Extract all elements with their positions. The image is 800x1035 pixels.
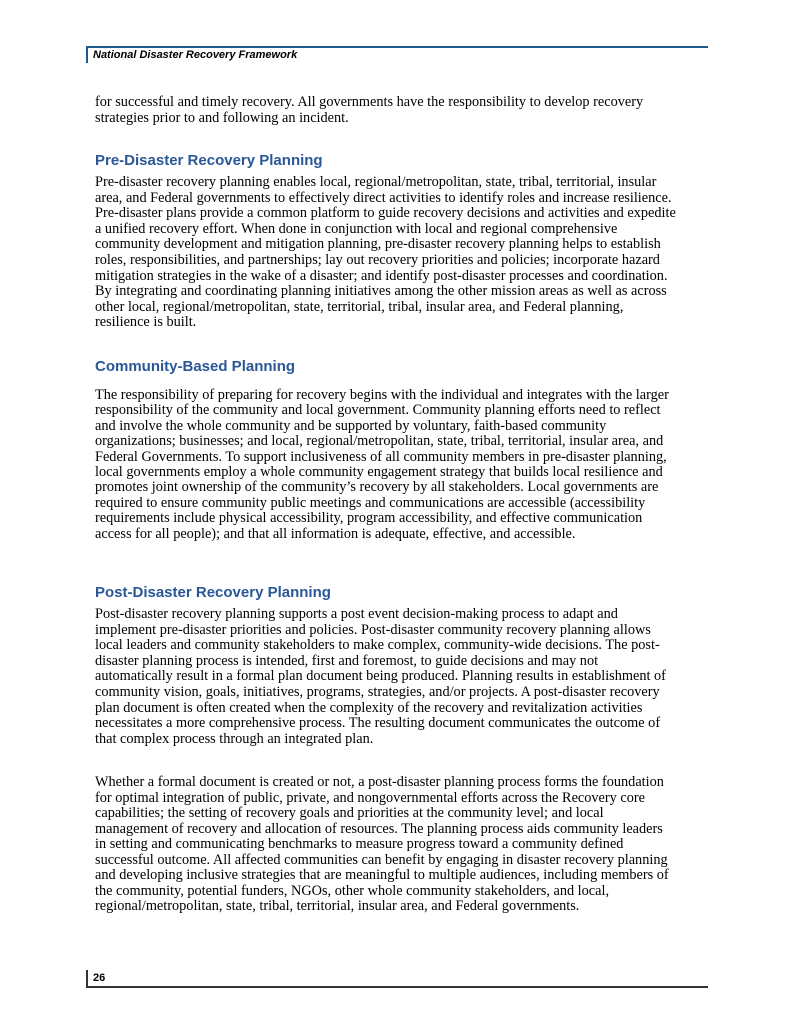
paragraph-pre-disaster	[95, 175, 715, 331]
header-rule	[86, 46, 708, 48]
paragraph-community-based	[95, 388, 715, 542]
text-line: promotes joint ownership of the community’s recovery by all stakeholders. Local governments are	[95, 479, 659, 496]
text-line: that complex process through an integrated plan.	[95, 730, 374, 747]
text-line: The responsibility of preparing for recovery begins with the individual and integrates with the larger	[95, 387, 669, 403]
text-line: roles, responsibilities, and partnerships; lay out recovery priorities and policies; incorporate hazard	[95, 251, 660, 268]
text-line: for optimal integration of public, private, and nongovernmental efforts across the Recovery core	[95, 789, 645, 806]
text-line: Whether a formal document is created or not, a post-disaster planning process forms the foundation	[95, 774, 664, 790]
text-line: successful outcome. All affected communities can benefit by engaging in disaster recovery planning	[95, 851, 668, 868]
text-line: and involve the whole community and be supported by voluntary, faith-based community	[95, 417, 607, 434]
text-line: other local, regional/metropolitan, state, territorial, tribal, insular area, and Federal planning,	[95, 298, 624, 315]
text-line: required to ensure community public meetings and communications are accessible (accessibility	[95, 494, 646, 511]
text-line: local governments employ a whole community engagement strategy that builds local resilience and	[95, 464, 663, 481]
text-line: mitigation strategies in the wake of a disaster; and identify post-disaster processes and coordination.	[95, 267, 668, 284]
intro-paragraph	[95, 95, 715, 126]
text-line: necessitates a more comprehensive process. The resulting document communicates the outcome of	[95, 715, 661, 732]
footer-bar	[86, 970, 88, 988]
text-line: management of recovery and allocation of resources. The planning process aids community leaders	[95, 820, 663, 837]
heading-community-based: Community-Based Planning	[95, 358, 296, 375]
text-line: regional/metropolitan, state, tribal, territorial, insular area, and Federal governments.	[95, 898, 580, 914]
text-line: strategies prior to and following an incident.	[95, 109, 349, 126]
text-line: access for all people); and that all information is adequate, effective, and accessible.	[95, 525, 576, 542]
text-line: disaster planning process is intended, first and foremost, to guide decisions and may not	[95, 652, 599, 669]
text-line: in setting and communicating benchmarks to measure progress toward a community defined	[95, 836, 624, 852]
text-line: automatically result in a formal plan document being produced. Planning results in establishment of	[95, 668, 666, 685]
text-line: area, and Federal governments to effectively direct activities to identify roles and increase resilience.	[95, 189, 672, 206]
text-line: community development and mitigation planning, pre-disaster recovery planning helps to establish	[95, 236, 661, 253]
text-line: and developing inclusive strategies that are meaningful to multiple audiences, including members of	[95, 867, 669, 883]
heading-post-disaster: Post-Disaster Recovery Planning	[95, 584, 331, 601]
heading-pre-disaster: Pre-Disaster Recovery Planning	[95, 152, 323, 169]
text-line: implement pre-disaster priorities and policies. Post-disaster community recovery planning allows	[95, 621, 651, 638]
text-line: By integrating and coordinating planning initiatives among the other mission areas as well as across	[95, 283, 667, 300]
text-line: local leaders and community stakeholders to make complex, community-wide decisions. The post-	[95, 637, 660, 654]
text-line: organizations; businesses; and local, regional/metropolitan, state, tribal, territorial, insular area, and	[95, 433, 664, 450]
footer-rule	[86, 986, 708, 988]
text-line: community vision, goals, initiatives, programs, strategies, and/or projects. A post-disaster recovery	[95, 683, 660, 700]
text-line: Post-disaster recovery planning supports a post event decision-making process to adapt and	[95, 606, 618, 622]
text-line: requirements include physical accessibility, program accessibility, and effective communication	[95, 510, 643, 527]
text-line: the community, potential funders, NGOs, other whole community stakeholders, and local,	[95, 882, 610, 899]
paragraph-post-disaster	[95, 607, 715, 747]
page-number: 26	[93, 972, 106, 984]
text-line: resilience is built.	[95, 314, 197, 331]
text-line: responsibility of the community and local government. Community planning efforts need to reflect	[95, 402, 661, 419]
text-line: Pre-disaster recovery planning enables local, regional/metropolitan, state, tribal, territorial, insular	[95, 174, 657, 190]
header-bar	[86, 46, 88, 63]
running-header-title: National Disaster Recovery Framework	[93, 49, 298, 61]
text-line: Pre-disaster plans provide a common platform to guide recovery decisions and activities and expedite	[95, 205, 676, 222]
text-line: Federal Governments. To support inclusiveness of all community members in pre-disaster planning,	[95, 448, 667, 465]
text-line: plan document is often created when the complexity of the recovery and revitalization activities	[95, 699, 643, 716]
text-line: a unified recovery effort. When done in conjunction with local and regional comprehensive	[95, 220, 618, 237]
text-line: for successful and timely recovery. All governments have the responsibility to develop recovery	[95, 94, 644, 110]
text-line: capabilities; the setting of recovery goals and priorities at the community level; and local	[95, 805, 604, 821]
paragraph-formal-document	[95, 775, 715, 915]
